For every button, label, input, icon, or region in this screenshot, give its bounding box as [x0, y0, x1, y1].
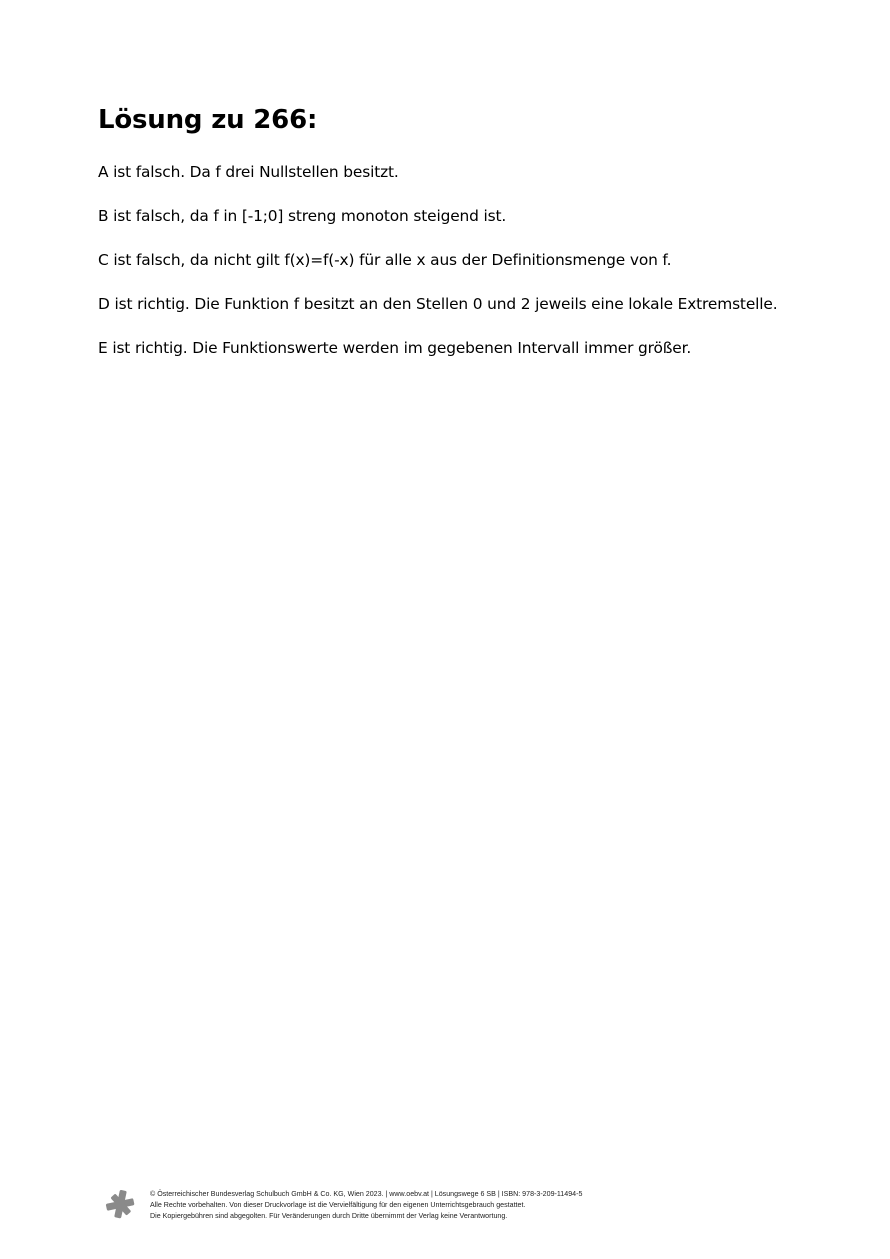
answer-d: D ist richtig. Die Funktion f besitzt an den Stellen 0 und 2 jeweils eine lokale Extremstelle. [98, 295, 778, 313]
answer-e: E ist richtig. Die Funktionswerte werden im gegebenen Intervall immer größer. [98, 339, 692, 357]
answer-list [98, 159, 858, 379]
footer [104, 1186, 804, 1226]
footer-line-1: © Österreichischer Bundesverlag Schulbuch GmbH & Co. KG, Wien 2023. | www.oebv.at | Lösungswege 6 SB | ISBN: 978-3-209-11494-5 [150, 1190, 583, 1198]
footer-copyright [150, 1189, 582, 1222]
footer-line-2: Alle Rechte vorbehalten. Von dieser Druckvorlage ist die Vervielfältigung für den eigenen Unterrichtsgebrauch gestattet. [150, 1201, 526, 1209]
answer-b: B ist falsch, da f in [-1;0] streng monoton steigend ist. [98, 207, 507, 225]
answer-c: C ist falsch, da nicht gilt f(x)=f(-x) für alle x aus der Definitionsmenge von f. [98, 251, 672, 269]
answer-a: A ist falsch. Da f drei Nullstellen besitzt. [98, 163, 399, 181]
page-title: Lösung zu 266: [98, 105, 318, 135]
footer-line-3: Die Kopiergebühren sind abgegolten. Für Veränderungen durch Dritte übernimmt der Verlag keine Verantwortung. [150, 1212, 508, 1220]
publisher-asterisk-logo-icon [104, 1188, 136, 1220]
